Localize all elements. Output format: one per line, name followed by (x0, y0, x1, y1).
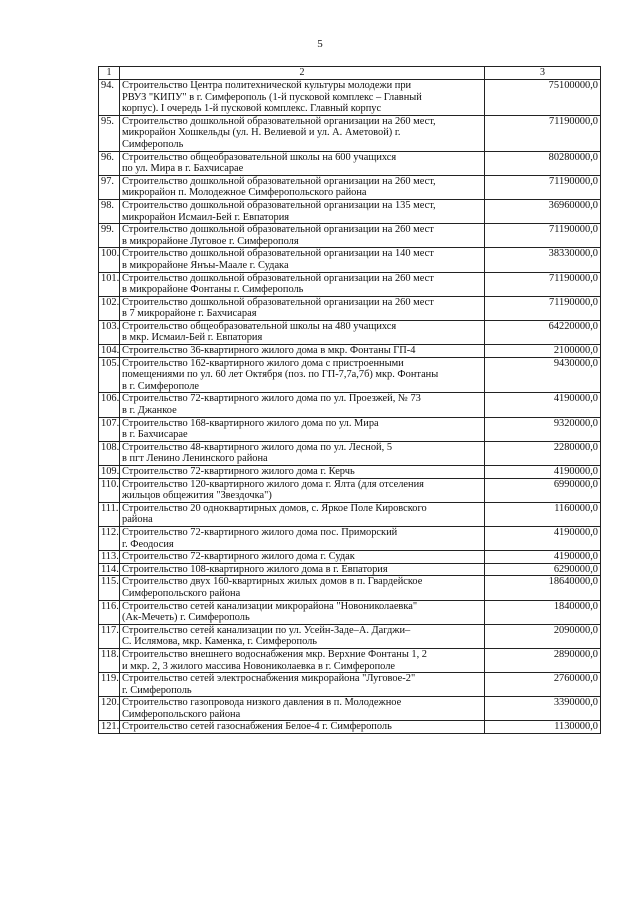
row-description: Строительство дошкольной образовательной организации на 140 мест в микрорайоне Янъы-Маале г. Судака (120, 248, 485, 272)
row-amount: 4190000,0 (485, 393, 601, 417)
header-row (99, 67, 601, 80)
row-number: 99. (99, 224, 120, 248)
row-description: Строительство дошкольной образовательной организации на 260 мест в микрорайоне Луговое г. Симферополя (120, 224, 485, 248)
row-amount: 71190000,0 (485, 272, 601, 296)
row-number: 119. (99, 673, 120, 697)
row-number: 111. (99, 502, 120, 526)
row-number: 103. (99, 320, 120, 344)
table-row (99, 248, 601, 272)
row-amount: 71190000,0 (485, 296, 601, 320)
table-row (99, 199, 601, 223)
header-col-3: 3 (485, 67, 601, 80)
row-number: 110. (99, 478, 120, 502)
row-amount: 6990000,0 (485, 478, 601, 502)
row-amount: 2090000,0 (485, 624, 601, 648)
row-description: Строительство сетей газоснабжения Белое-4 г. Симферополь (120, 721, 485, 734)
row-amount: 2760000,0 (485, 673, 601, 697)
table-row (99, 648, 601, 672)
row-description: Строительство Центра политехнической культуры молодежи при РВУЗ "КИПУ" в г. Симферополь (1-й пусковой комплекс – Главный корпус). I очередь 1-й пусковой комплекс. Главный корпус (120, 80, 485, 116)
row-number: 107. (99, 417, 120, 441)
row-amount: 9430000,0 (485, 357, 601, 393)
row-number: 101. (99, 272, 120, 296)
row-amount: 64220000,0 (485, 320, 601, 344)
row-amount: 18640000,0 (485, 576, 601, 600)
row-amount: 71190000,0 (485, 175, 601, 199)
row-number: 115. (99, 576, 120, 600)
table-row (99, 673, 601, 697)
header-col-2: 2 (120, 67, 485, 80)
row-amount: 2890000,0 (485, 648, 601, 672)
table-row (99, 296, 601, 320)
row-number: 118. (99, 648, 120, 672)
table-row (99, 272, 601, 296)
row-amount: 2100000,0 (485, 345, 601, 358)
row-number: 94. (99, 80, 120, 116)
table-row (99, 115, 601, 151)
table-row (99, 551, 601, 564)
row-description: Строительство 20 одноквартирных домов, с. Яркое Поле Кировского района (120, 502, 485, 526)
table-row (99, 563, 601, 576)
row-number: 108. (99, 441, 120, 465)
table-row (99, 576, 601, 600)
row-description: Строительство общеобразовательной школы на 480 учащихся в мкр. Исмаил-Бей г. Евпатория (120, 320, 485, 344)
table-row (99, 600, 601, 624)
table-row (99, 224, 601, 248)
row-description: Строительство сетей канализации по ул. Усейн-Заде–А. Дагджи– С. Ислямова, мкр. Каменка, г. Симферополь (120, 624, 485, 648)
page-number: 5 (317, 38, 323, 50)
row-description: Строительство газопровода низкого давления в п. Молодежное Симферопольского района (120, 697, 485, 721)
table-body (99, 80, 601, 734)
row-number: 104. (99, 345, 120, 358)
row-amount: 9320000,0 (485, 417, 601, 441)
row-number: 116. (99, 600, 120, 624)
row-number: 96. (99, 151, 120, 175)
row-description: Строительство двух 160-квартирных жилых домов в п. Гвардейское Симферопольского района (120, 576, 485, 600)
row-number: 117. (99, 624, 120, 648)
table-row (99, 175, 601, 199)
row-amount: 4190000,0 (485, 551, 601, 564)
row-description: Строительство 72-квартирного жилого дома г. Керчь (120, 466, 485, 479)
row-number: 98. (99, 199, 120, 223)
table-row (99, 441, 601, 465)
row-description: Строительство 72-квартирного жилого дома г. Судак (120, 551, 485, 564)
row-description: Строительство дошкольной образовательной организации на 135 мест, микрорайон Исмаил-Бей г. Евпатория (120, 199, 485, 223)
table-row (99, 466, 601, 479)
row-number: 112. (99, 526, 120, 550)
row-description: Строительство дошкольной образовательной организации на 260 мест в 7 микрорайоне г. Бахчисарая (120, 296, 485, 320)
row-amount: 80280000,0 (485, 151, 601, 175)
row-description: Строительство внешнего водоснабжения мкр. Верхние Фонтаны 1, 2 и мкр. 2, 3 жилого массива Новониколаевка в г. Симферополе (120, 648, 485, 672)
row-number: 105. (99, 357, 120, 393)
table-row (99, 478, 601, 502)
header-col-1: 1 (99, 67, 120, 80)
row-description: Строительство 108-квартирного жилого дома в г. Евпатория (120, 563, 485, 576)
table-row (99, 721, 601, 734)
table-row (99, 697, 601, 721)
table-row (99, 526, 601, 550)
row-number: 95. (99, 115, 120, 151)
row-amount: 1160000,0 (485, 502, 601, 526)
table-row (99, 345, 601, 358)
table-row (99, 357, 601, 393)
table-row (99, 393, 601, 417)
row-amount: 71190000,0 (485, 224, 601, 248)
budget-table (98, 66, 601, 734)
row-number: 121. (99, 721, 120, 734)
row-amount: 75100000,0 (485, 80, 601, 116)
row-description: Строительство 72-квартирного жилого дома по ул. Проезжей, № 73 в г. Джанкое (120, 393, 485, 417)
row-number: 106. (99, 393, 120, 417)
table-row (99, 502, 601, 526)
row-amount: 2280000,0 (485, 441, 601, 465)
row-amount: 1130000,0 (485, 721, 601, 734)
row-amount: 71190000,0 (485, 115, 601, 151)
row-amount: 4190000,0 (485, 526, 601, 550)
row-description: Строительство 36-квартирного жилого дома в мкр. Фонтаны ГП-4 (120, 345, 485, 358)
row-amount: 3390000,0 (485, 697, 601, 721)
row-number: 102. (99, 296, 120, 320)
row-amount: 36960000,0 (485, 199, 601, 223)
row-description: Строительство 162-квартирного жилого дома с пристроенными помещениями по ул. 60 лет Октября (поз. по ГП-7,7а,7б) мкр. Фонтаны в г. Симферополе (120, 357, 485, 393)
row-description: Строительство 120-квартирного жилого дома г. Ялта (для отселения жильцов общежития "Звездочка") (120, 478, 485, 502)
row-amount: 1840000,0 (485, 600, 601, 624)
row-description: Строительство сетей канализации микрорайона "Новониколаевка" (Ак-Мечеть) г. Симферополь (120, 600, 485, 624)
row-description: Строительство сетей электроснабжения микрорайона "Луговое-2" г. Симферополь (120, 673, 485, 697)
row-amount: 6290000,0 (485, 563, 601, 576)
row-description: Строительство 168-квартирного жилого дома по ул. Мира в г. Бахчисарае (120, 417, 485, 441)
row-description: Строительство дошкольной образовательной организации на 260 мест в микрорайоне Фонтаны г. Симферополь (120, 272, 485, 296)
row-number: 114. (99, 563, 120, 576)
row-number: 120. (99, 697, 120, 721)
row-description: Строительство дошкольной образовательной организации на 260 мест, микрорайон п. Молодежное Симферопольского района (120, 175, 485, 199)
row-number: 100. (99, 248, 120, 272)
row-amount: 4190000,0 (485, 466, 601, 479)
table-row (99, 80, 601, 116)
table-row (99, 151, 601, 175)
table-row (99, 417, 601, 441)
row-description: Строительство 48-квартирного жилого дома по ул. Лесной, 5 в пгт Ленино Ленинского района (120, 441, 485, 465)
row-description: Строительство дошкольной образовательной организации на 260 мест, микрорайон Хошкельды (ул. Н. Велиевой и ул. А. Аметовой) г. Симферополь (120, 115, 485, 151)
table-row (99, 624, 601, 648)
table-row (99, 320, 601, 344)
row-description: Строительство 72-квартирного жилого дома пос. Приморский г. Феодосия (120, 526, 485, 550)
row-number: 109. (99, 466, 120, 479)
row-number: 97. (99, 175, 120, 199)
row-amount: 38330000,0 (485, 248, 601, 272)
row-description: Строительство общеобразовательной школы на 600 учащихся по ул. Мира в г. Бахчисарае (120, 151, 485, 175)
row-number: 113. (99, 551, 120, 564)
